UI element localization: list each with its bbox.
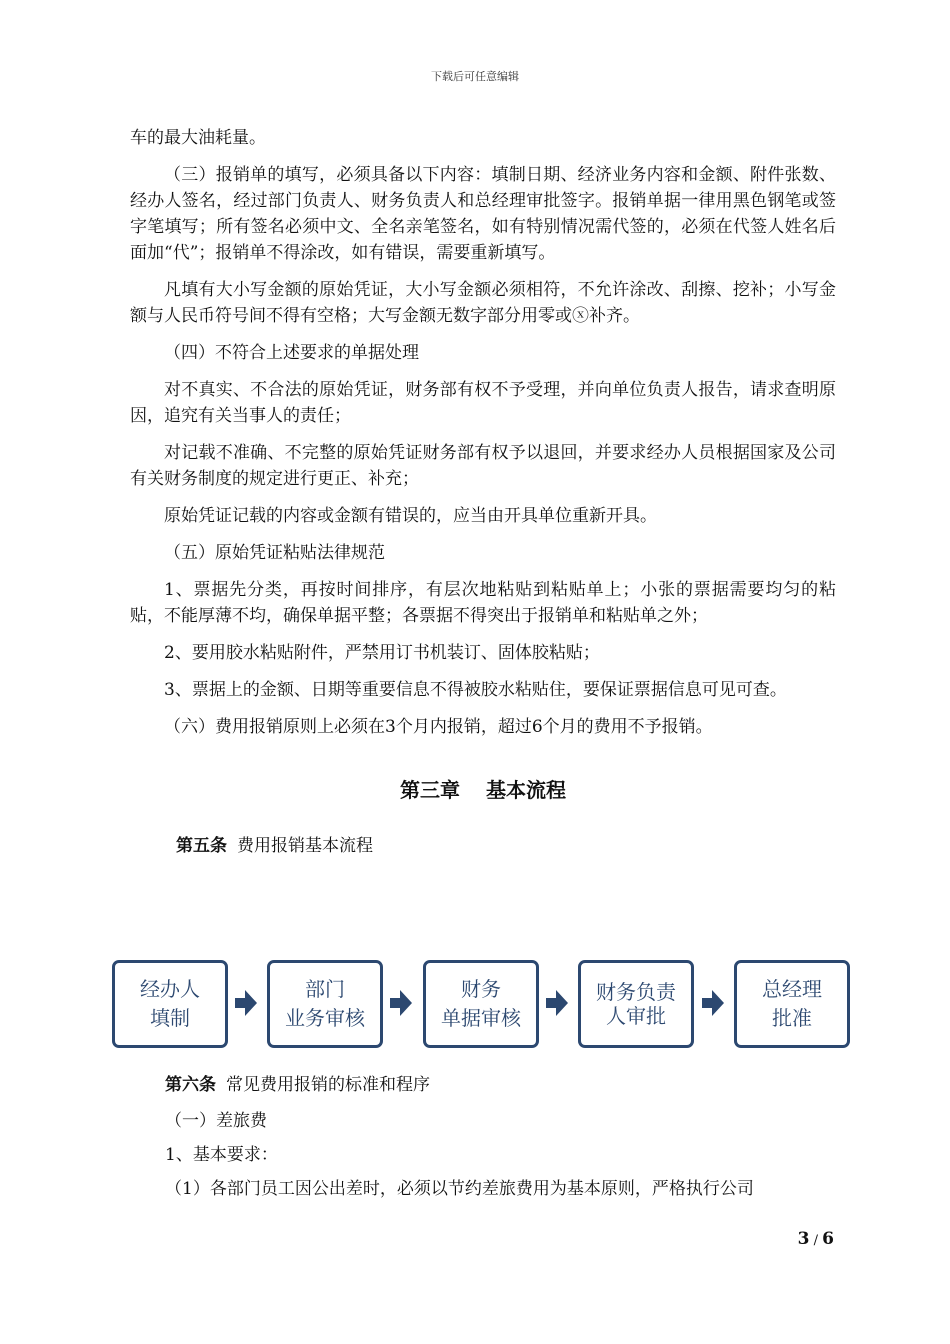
document-body: [130, 125, 836, 868]
paragraph: （六）费用报销原则上必须在3个月内报销，超过6个月的费用不予报销。: [164, 717, 713, 737]
paragraph: 1、基本要求：: [165, 1145, 278, 1165]
arrow-right-icon: [235, 990, 257, 1016]
flow-step-line: 填制: [150, 1006, 190, 1030]
flow-step-line: 单据审核: [441, 1006, 521, 1030]
paragraph: （三）报销单的填写，必须具备以下内容：填制日期、经济业务内容和金额、附件张数、经办人签名，经过部门负责人、财务负责人和总经理审批签字。报销单据一律用黑色钢笔或签字笔填写；所有签名必须中文、全名亲笔签名，如有特别情况需代签的，必须在代签人姓名后面加“代”；报销单不得涂改，如有错误，需要重新填写。: [130, 165, 836, 263]
section-heading: （五）原始凭证粘贴法律规范: [164, 543, 385, 563]
article-heading: [165, 1072, 840, 1098]
flow-step-line: 人审批: [606, 1004, 666, 1028]
flow-step-line: 财务负责: [596, 980, 676, 1004]
flow-step-3: [423, 960, 539, 1048]
article-label: 第六条: [165, 1075, 216, 1095]
flow-step-1: [112, 960, 228, 1048]
process-flowchart: [112, 960, 852, 1048]
flow-step-line: 业务审核: [285, 1006, 365, 1030]
section-heading: （四）不符合上述要求的单据处理: [164, 343, 419, 363]
chapter-name: 基本流程: [486, 778, 566, 802]
page-current: 3: [797, 1229, 810, 1249]
paragraph: （1）各部门员工因公出差时，必须以节约差旅费用为基本原则，严格执行公司: [165, 1179, 754, 1199]
chapter-title: [130, 774, 836, 803]
flow-step-2: [267, 960, 383, 1048]
flow-step-line: 财务: [461, 977, 501, 1001]
page-header: 下载后可任意编辑: [431, 70, 519, 83]
flow-step-line: 经办人: [140, 977, 200, 1001]
article-text: 常见费用报销的标准和程序: [226, 1075, 430, 1095]
flow-step-5: [734, 960, 850, 1048]
arrow-right-icon: [702, 990, 724, 1016]
page-number: [798, 1229, 834, 1249]
paragraph: 车的最大油耗量。: [130, 128, 266, 148]
paragraph: 3、票据上的金额、日期等重要信息不得被胶水粘贴住，要保证票据信息可见可查。: [164, 680, 787, 700]
page-separator: /: [809, 1233, 823, 1248]
flow-step-line: 部门: [305, 977, 345, 1001]
page-total: 6: [822, 1229, 834, 1249]
chapter-number: 第三章: [400, 778, 460, 802]
flow-step-line: 总经理: [762, 977, 822, 1001]
paragraph: 原始凭证记载的内容或金额有错误的，应当由开具单位重新开具。: [164, 506, 657, 526]
flow-step-line: 批准: [772, 1006, 812, 1030]
arrow-right-icon: [390, 990, 412, 1016]
article-text: 费用报销基本流程: [237, 836, 373, 856]
paragraph: 1、票据先分类，再按时间排序，有层次地粘贴到粘贴单上；小张的票据需要均匀的粘贴，不能厚薄不均，确保单据平整；各票据不得突出于报销单和粘贴单之外；: [130, 580, 836, 626]
flow-step-4: [578, 960, 694, 1048]
article-heading: [176, 831, 836, 856]
paragraph: 对记载不准确、不完整的原始凭证财务部有权予以退回，并要求经办人员根据国家及公司有关财务制度的规定进行更正、补充；: [130, 443, 836, 489]
document-body-continued: [165, 1072, 840, 1210]
paragraph: 2、要用胶水粘贴附件，严禁用订书机装订、固体胶粘贴；: [164, 643, 600, 663]
arrow-right-icon: [546, 990, 568, 1016]
paragraph: 对不真实、不合法的原始凭证，财务部有权不予受理，并向单位负责人报告，请求查明原因，追究有关当事人的责任；: [130, 380, 836, 426]
paragraph: 凡填有大小写金额的原始凭证，大小写金额必须相符，不允许涂改、刮擦、挖补；小写金额与人民币符号间不得有空格；大写金额无数字部分用零或ⓧ补齐。: [130, 280, 836, 326]
article-label: 第五条: [176, 836, 227, 856]
section-heading: （一）差旅费: [165, 1111, 267, 1131]
